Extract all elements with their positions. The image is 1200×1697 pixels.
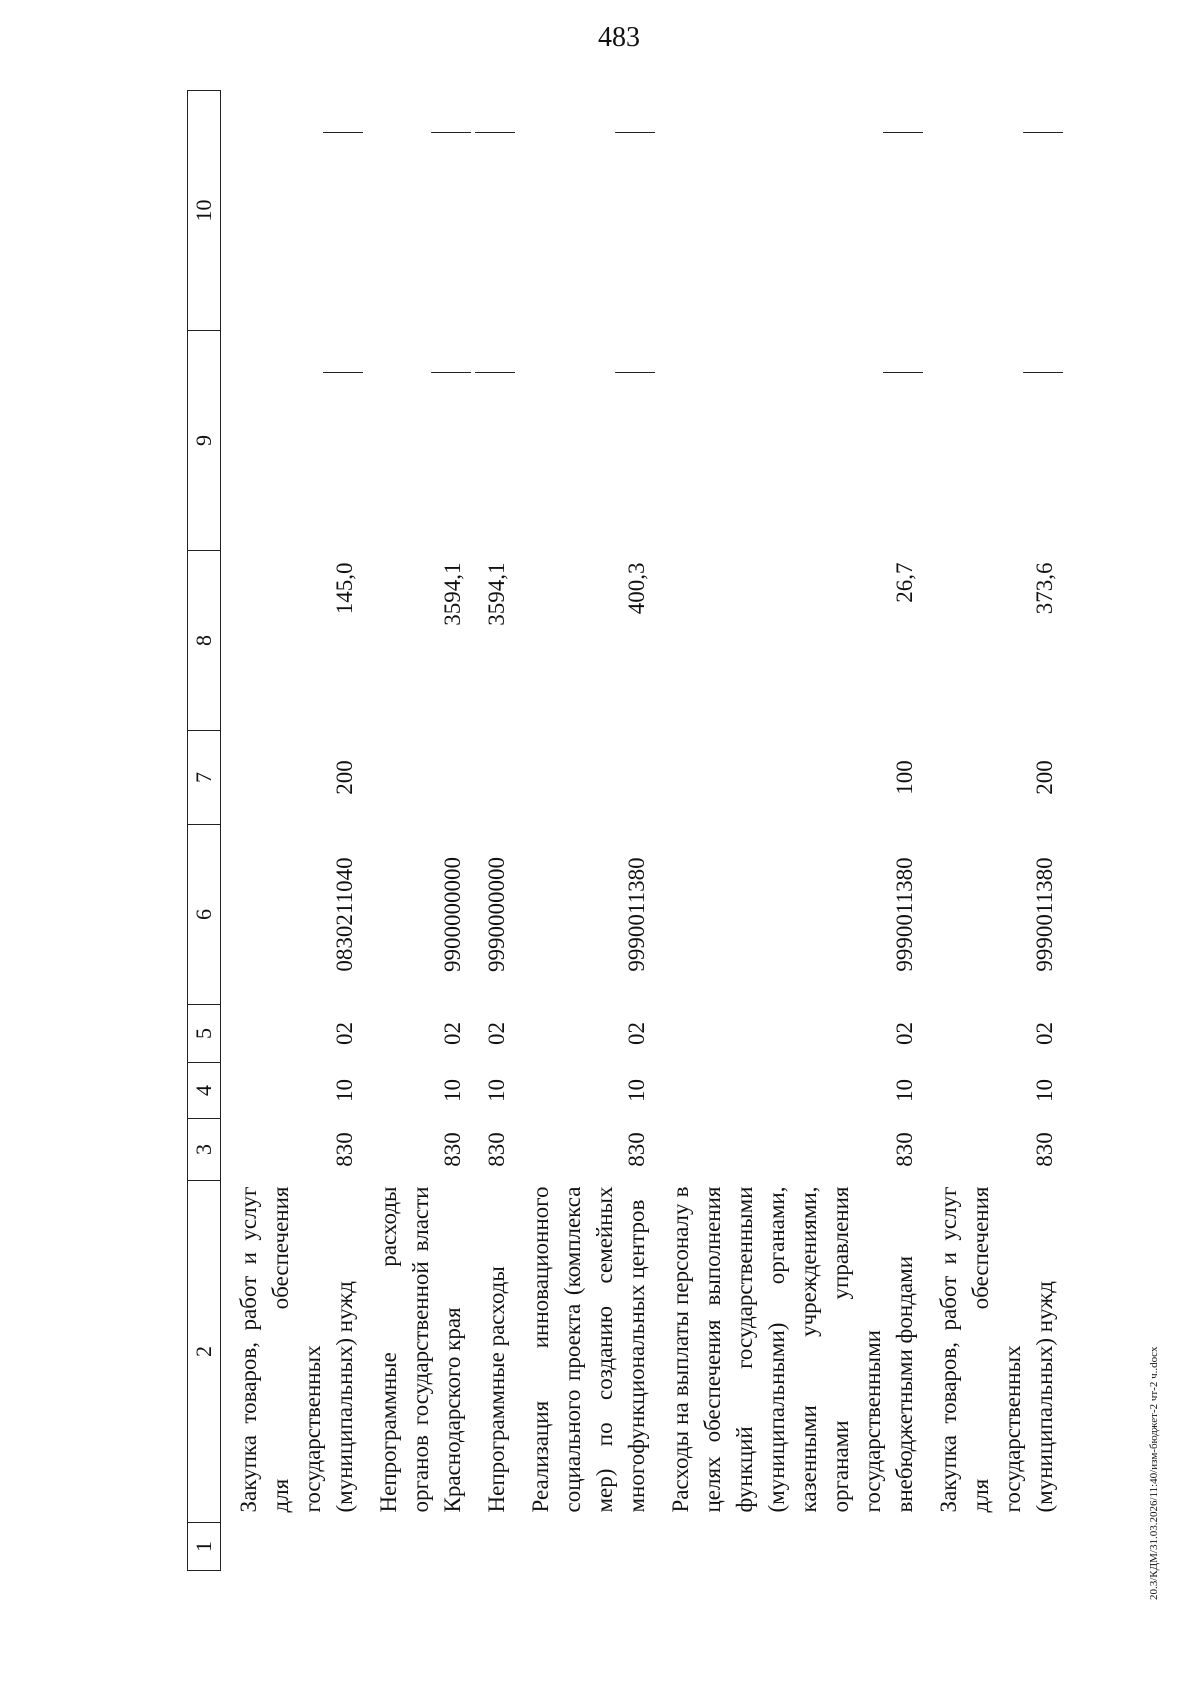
budget-table (187, 90, 1061, 1571)
cell-section: 10 (892, 1079, 917, 1102)
page-number: 483 (598, 22, 640, 53)
cell-expense-type: 200 (332, 760, 357, 795)
col-header-1: 1 (188, 1523, 221, 1571)
cell-col1 (653, 1523, 921, 1571)
cell-col1 (361, 1523, 469, 1571)
cell-description: Реализация инновационного социального проекта (комплекса мер) по созданию семейных многофункциональных центров (528, 1186, 649, 1513)
cell-expense-type (361, 731, 469, 825)
cell-subsection: 02 (332, 1022, 357, 1045)
cell-description: Непрограммные расходы органов государственной власти Краснодарского края (376, 1186, 465, 1513)
cell-target-article: 0830211040 (332, 857, 357, 972)
dash-mark (323, 373, 363, 374)
dash-mark (883, 373, 923, 374)
cell-expense-type: 200 (1032, 760, 1057, 795)
cell-amount: 145,0 (332, 562, 357, 615)
cell-section: 10 (484, 1079, 509, 1102)
cell-ministry-code: 830 (440, 1132, 465, 1167)
cell-col9 (221, 331, 362, 551)
cell-col1 (513, 1523, 653, 1571)
cell-col9 (469, 331, 513, 551)
col-header-10: 10 (188, 91, 221, 331)
table-row (361, 91, 469, 1571)
cell-col10 (469, 91, 513, 331)
cell-section: 10 (624, 1079, 649, 1102)
cell-col9 (513, 331, 653, 551)
table-header-row (188, 91, 221, 1571)
dash-mark (883, 133, 923, 134)
cell-col10 (513, 91, 653, 331)
table-row (513, 91, 653, 1571)
cell-section: 10 (440, 1079, 465, 1102)
cell-target-article: 9990011380 (1032, 857, 1057, 972)
cell-section: 10 (332, 1079, 357, 1102)
cell-target-article: 9990011380 (624, 857, 649, 972)
cell-col10 (221, 91, 362, 331)
cell-subsection: 02 (440, 1022, 465, 1045)
document-footer-note: 20.3/КДМ/31.03.2026/11:40/изм-бюджет-2 чт-2 ч..docx (1148, 1346, 1160, 1600)
cell-target-article: 9990000000 (484, 857, 509, 972)
cell-ministry-code: 830 (892, 1132, 917, 1167)
table-row (469, 91, 513, 1571)
cell-col9 (653, 331, 921, 551)
table-row (221, 91, 362, 1571)
dash-mark (431, 133, 471, 134)
cell-description: Непрограммные расходы (484, 1266, 509, 1513)
dash-mark (431, 373, 471, 374)
cell-col1 (469, 1523, 513, 1571)
cell-col9 (361, 331, 469, 551)
table-row (653, 91, 921, 1571)
cell-subsection: 02 (624, 1022, 649, 1045)
cell-amount: 3594,1 (484, 562, 509, 626)
cell-description: Закупка товаров, работ и услуг для обеспечения государственных (муниципальных) нужд (236, 1186, 357, 1513)
cell-expense-type (469, 731, 513, 825)
cell-description: Расходы на выплаты персоналу в целях обеспечения выполнения функций государственными (муниципальными) органами, казенными учреждениями, органами управления государственными внебюджетными фондами (668, 1186, 917, 1513)
col-header-3: 3 (188, 1119, 221, 1181)
cell-target-article: 9900000000 (440, 857, 465, 972)
cell-amount: 400,3 (624, 562, 649, 615)
cell-col9 (921, 331, 1061, 551)
cell-col1 (221, 1523, 362, 1571)
dash-mark (475, 133, 515, 134)
cell-expense-type (513, 731, 653, 825)
table-row (921, 91, 1061, 1571)
cell-section: 10 (1032, 1079, 1057, 1102)
dash-mark (475, 373, 515, 374)
cell-expense-type: 100 (892, 760, 917, 795)
col-header-8: 8 (188, 551, 221, 731)
cell-ministry-code: 830 (624, 1132, 649, 1167)
cell-ministry-code: 830 (484, 1132, 509, 1167)
col-header-7: 7 (188, 731, 221, 825)
col-header-9: 9 (188, 331, 221, 551)
cell-col10 (921, 91, 1061, 331)
cell-col10 (653, 91, 921, 331)
cell-description: Закупка товаров, работ и услуг для обеспечения государственных (муниципальных) нужд (936, 1186, 1057, 1513)
cell-ministry-code: 830 (1032, 1132, 1057, 1167)
dash-mark (323, 133, 363, 134)
col-header-6: 6 (188, 825, 221, 1005)
cell-amount: 26,7 (892, 562, 917, 603)
budget-table-sheet (187, 91, 1127, 1571)
cell-col1 (921, 1523, 1061, 1571)
dash-mark (1023, 133, 1063, 134)
cell-amount: 3594,1 (440, 562, 465, 626)
cell-subsection: 02 (1032, 1022, 1057, 1045)
col-header-4: 4 (188, 1063, 221, 1119)
cell-col10 (361, 91, 469, 331)
cell-ministry-code: 830 (332, 1132, 357, 1167)
cell-amount: 373,6 (1032, 562, 1057, 615)
col-header-5: 5 (188, 1005, 221, 1063)
dash-mark (1023, 373, 1063, 374)
dash-mark (615, 133, 655, 134)
dash-mark (615, 373, 655, 374)
cell-target-article: 9990011380 (892, 857, 917, 972)
cell-subsection: 02 (892, 1022, 917, 1045)
col-header-2: 2 (188, 1181, 221, 1523)
cell-subsection: 02 (484, 1022, 509, 1045)
